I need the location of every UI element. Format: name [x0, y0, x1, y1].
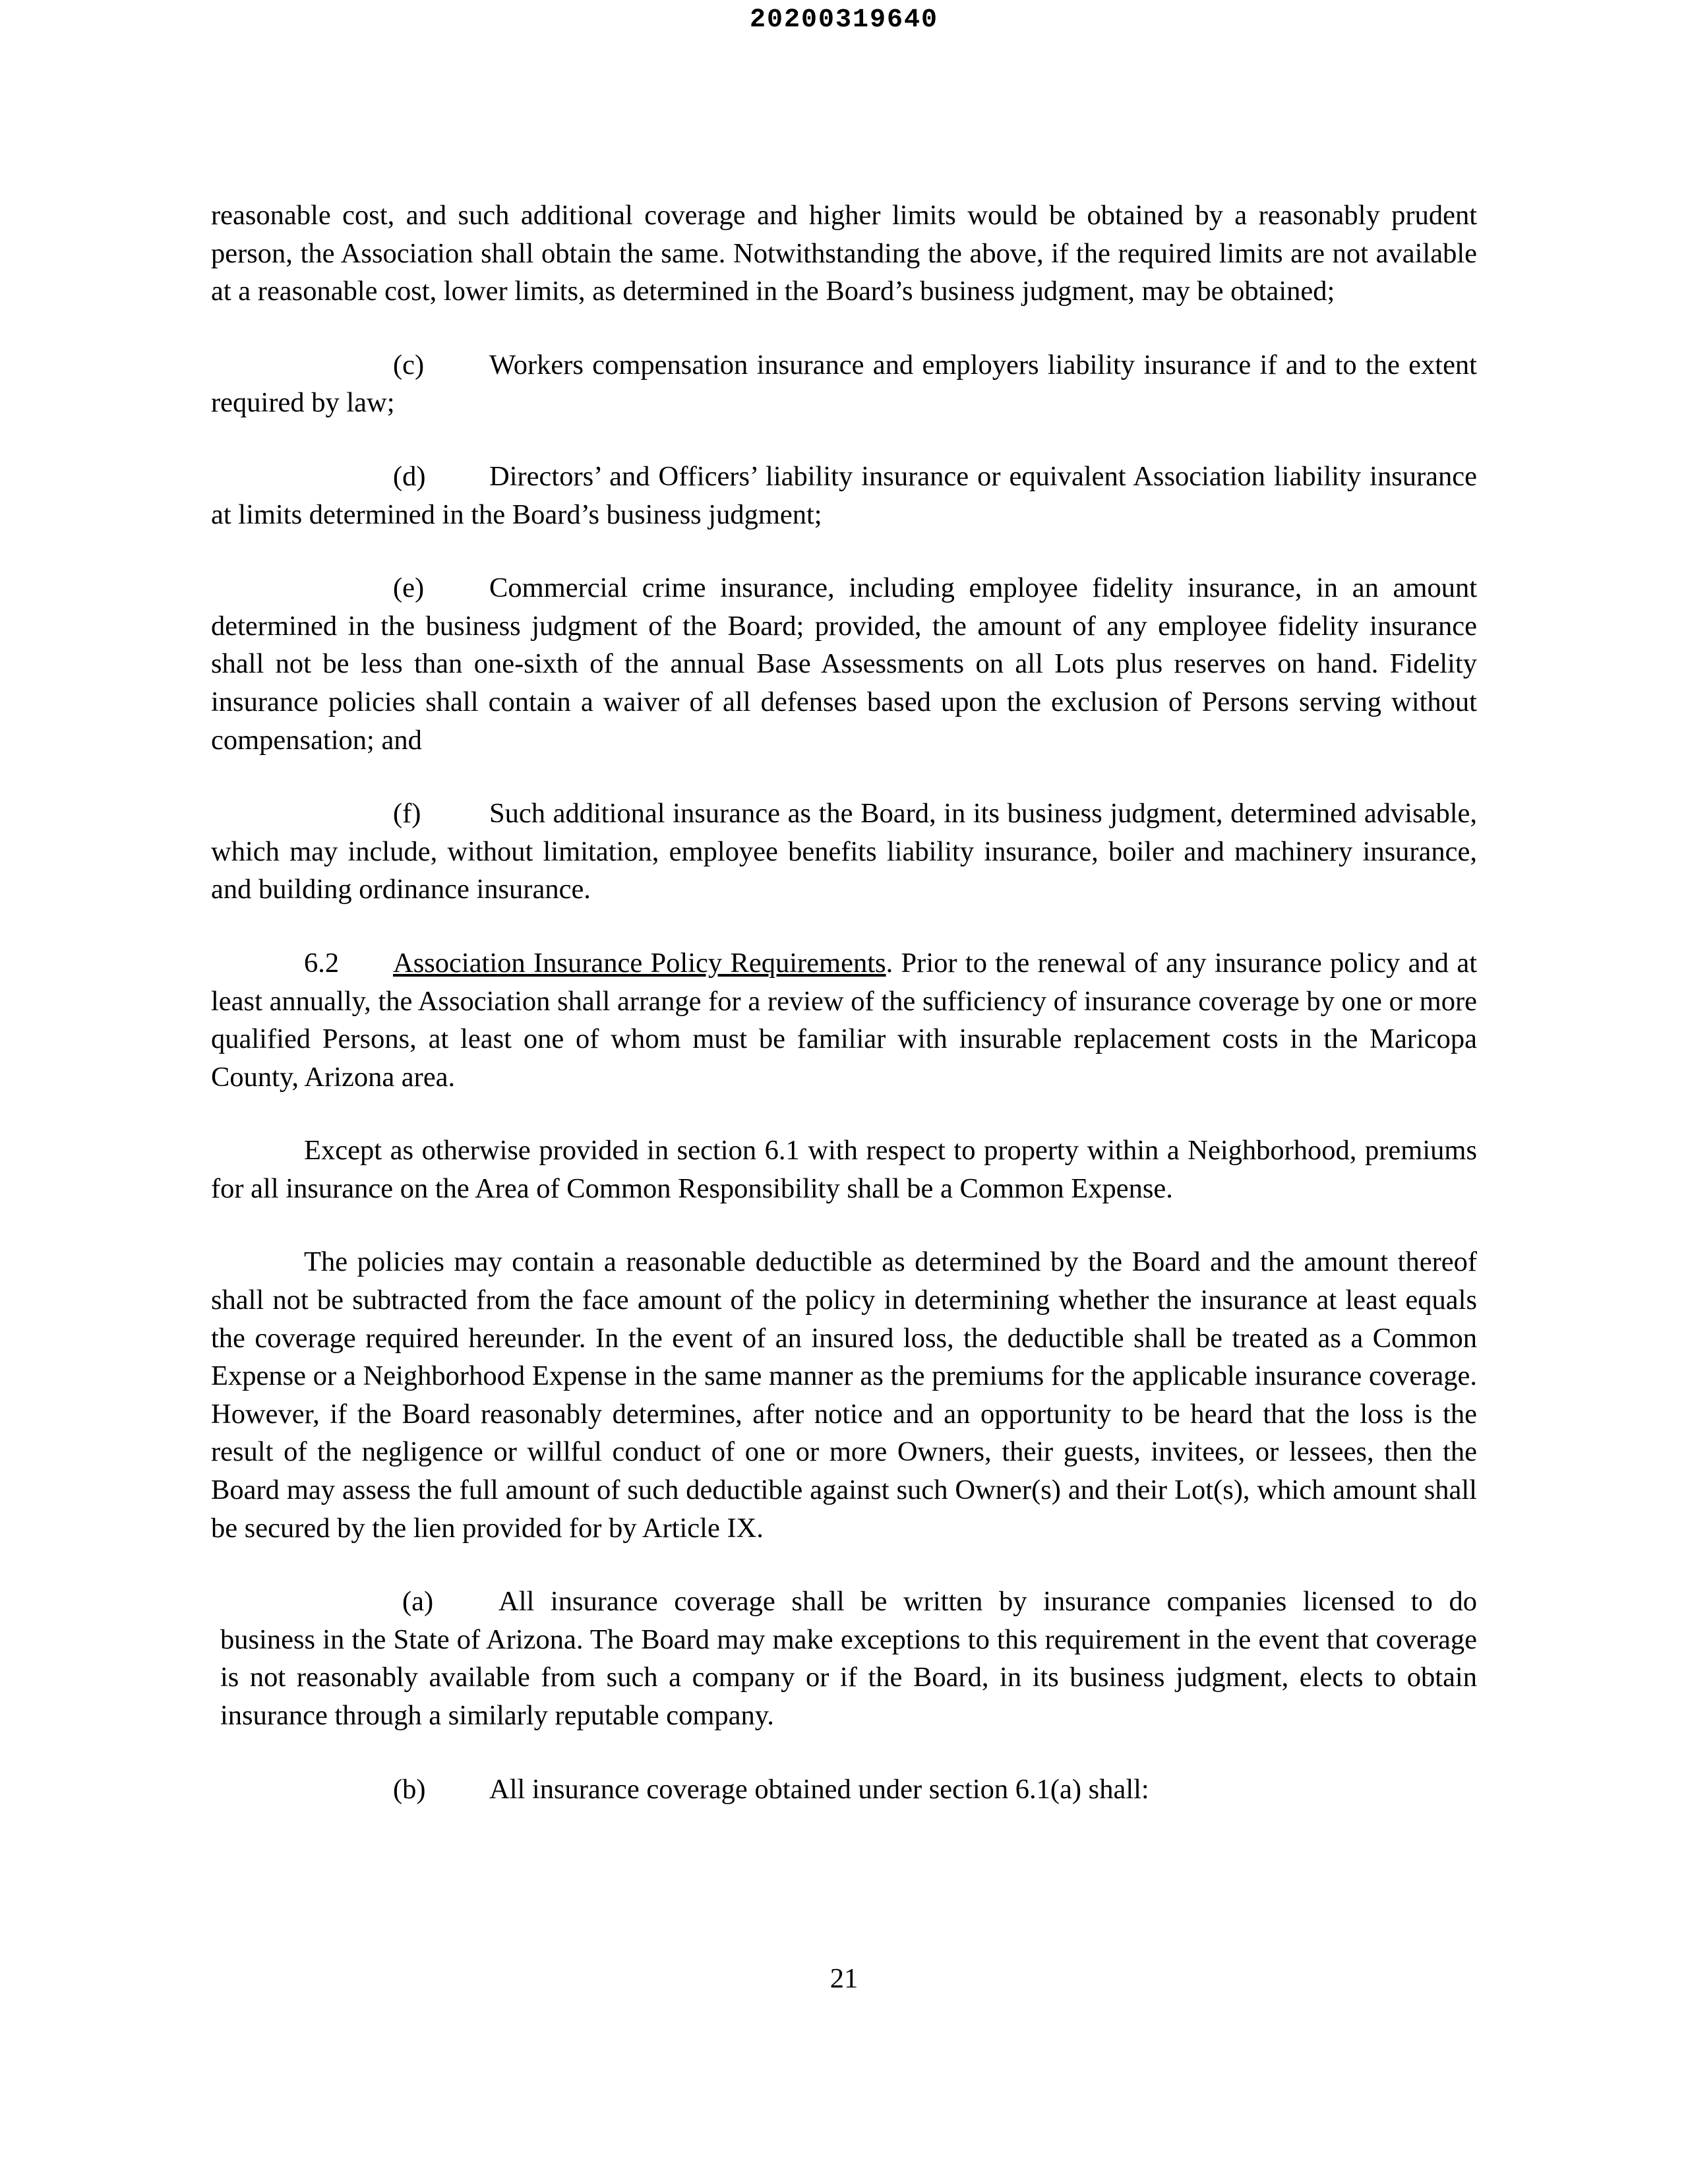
item-text: Commercial crime insurance, including employee fidelity insurance, in an amount determined in the business judgment of the Board; provided, the amount of any employee fidelity insurance shall not be less than one-sixth of the annual Base Assessments on all Lots plus reserves on hand. Fidelity insurance policies shall contain a waiver of all defenses based upon the exclusion of Persons serving without compensation; and [211, 572, 1477, 756]
paragraph-continuation: reasonable cost, and such additional coverage and higher limits would be obtained by a reasonably prudent person, the Association shall obtain the same. Notwithstanding the above, if the required limits are not available at a reasonable cost, lower limits, as determined in the Board’s business judgment, may be obtained; [211, 200, 1477, 307]
item-marker: (f) [393, 798, 421, 830]
item-marker: (a) [402, 1586, 434, 1618]
item-f [211, 795, 1477, 909]
section-heading: Association Insurance Policy Requirements [393, 947, 886, 979]
page-number: 21 [829, 1963, 859, 1994]
paragraph-except: Except as otherwise provided in section 6.1 with respect to property within a Neighborhood, premiums for all insurance on the Area of Common Responsibility shall be a Common Expense. [211, 1135, 1477, 1204]
item-marker: (e) [393, 572, 425, 604]
item-b [211, 1771, 1477, 1809]
item-text: All insurance coverage shall be written by insurance companies licensed to do business in the State of Arizona. The Board may make exceptions to this requirement in the event that coverage is not reasonably available from such a company or if the Board, in its business judgment, elects to obtain insurance through a similarly reputable company. [220, 1586, 1477, 1731]
item-e [211, 569, 1477, 759]
paragraph-policies: The policies may contain a reasonable deductible as determined by the Board and the amount thereof shall not be subtracted from the face amount of the policy in determining whether the insurance at least equals the coverage required hereunder. In the event of an insured loss, the deductible shall be treated as a Common Expense or a Neighborhood Expense in the same manner as the premiums for the applicable insurance coverage. However, if the Board reasonably determines, after notice and an opportunity to be heard that the loss is the result of the negligence or willful conduct of one or more Owners, their guests, invitees, or lessees, then the Board may assess the full amount of such deductible against such Owner(s) and their Lot(s), which amount shall be secured by the lien provided for by Article IX. [211, 1246, 1477, 1544]
item-text: Workers compensation insurance and employers liability insurance if and to the extent required by law; [211, 349, 1477, 419]
item-d [211, 458, 1477, 533]
item-marker: (b) [393, 1773, 426, 1805]
section-number: 6.2 [304, 947, 340, 979]
item-text: Such additional insurance as the Board, in its business judgment, determined advisable, which may include, without limitation, employee benefits liability insurance, boiler and machinery insurance, and building ordinance insurance. [211, 798, 1477, 905]
item-marker: (d) [393, 460, 426, 492]
item-a [220, 1583, 1477, 1734]
item-c [211, 346, 1477, 422]
item-marker: (c) [393, 349, 425, 380]
section-text: . Prior to the renewal of any insurance policy and at least annually, the Association shall arrange for a review of the sufficiency of insurance coverage by one or more qualified Persons, at least one of whom must be familiar with insurable replacement costs in the Maricopa County, Arizona area. [211, 947, 1478, 1093]
item-text: Directors’ and Officers’ liability insurance or equivalent Association liability insurance at limits determined in the Board’s business judgment; [211, 460, 1477, 530]
document-body [211, 197, 1477, 1808]
item-text: All insurance coverage obtained under section 6.1(a) shall: [489, 1773, 1149, 1805]
section-6-2 [211, 944, 1477, 1096]
document-number: 20200319640 [749, 5, 939, 35]
